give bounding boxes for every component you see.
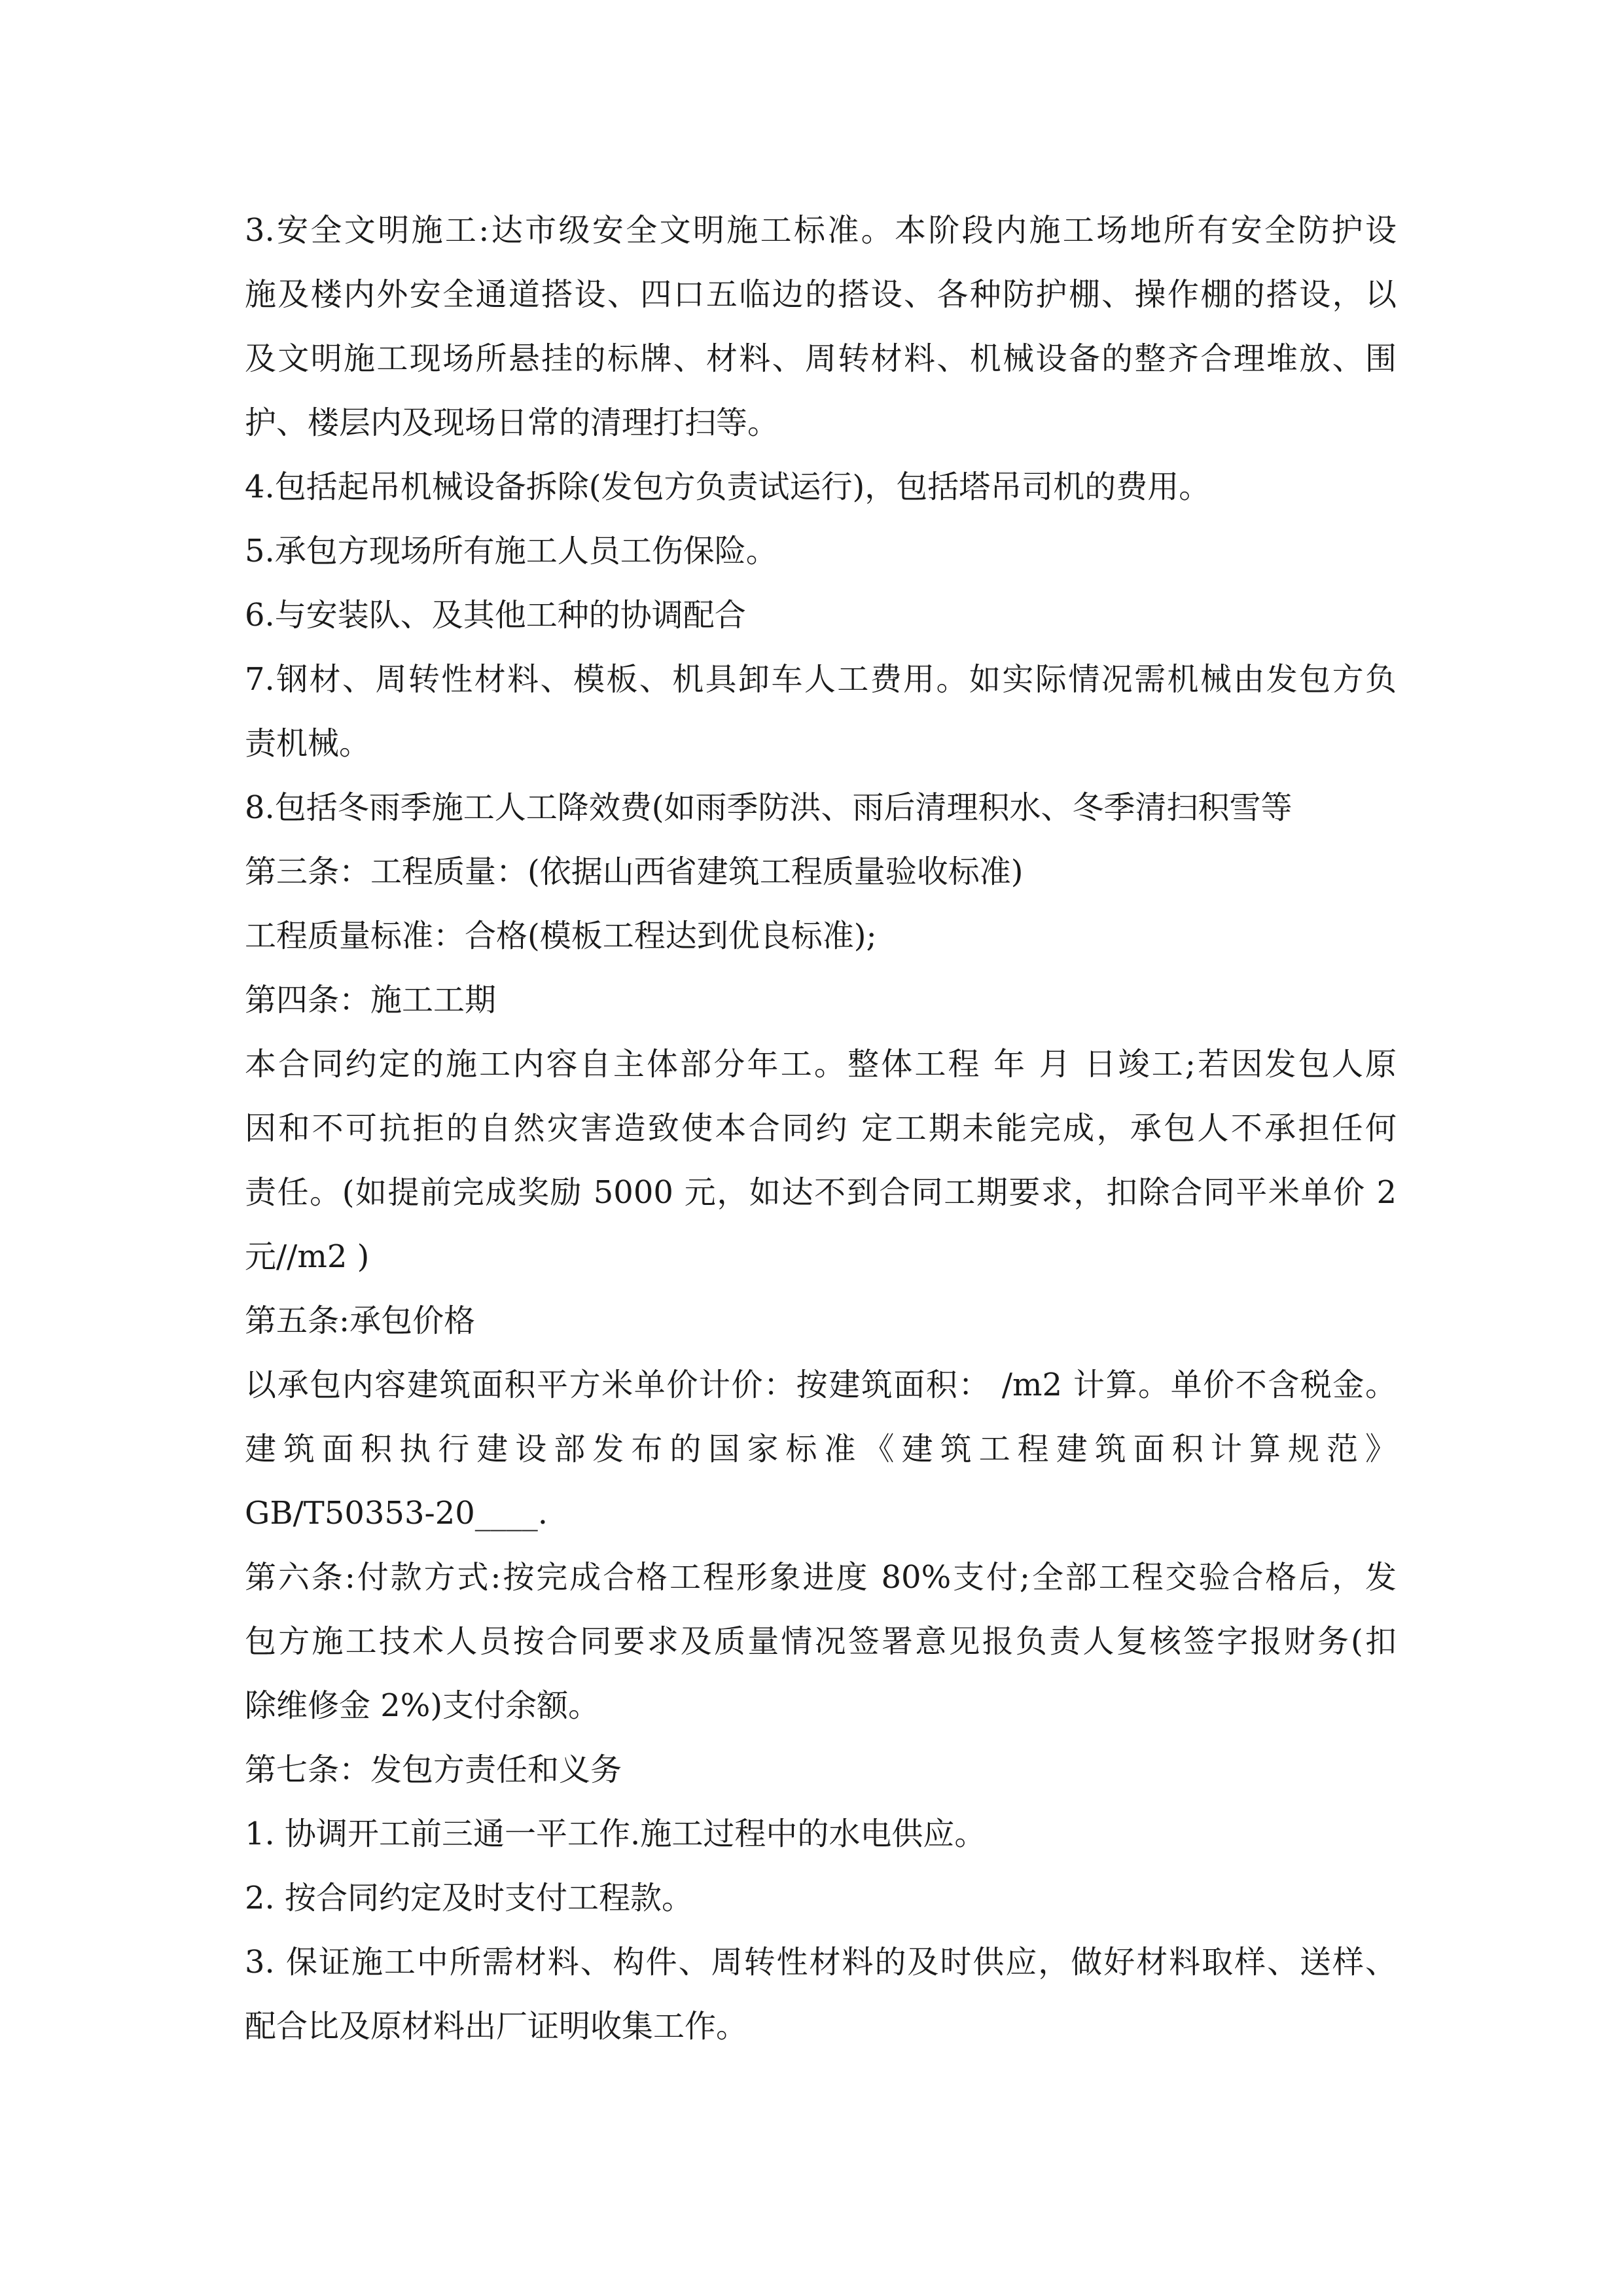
text-line-23: 包方施工技术人员按合同要求及质量情况签署意见报负责人复核签字报财务(扣 xyxy=(245,1623,1397,1660)
text-line-12: 工程质量标准：合格(模板工程达到优良标准); xyxy=(245,918,877,954)
text-line-24: 除维修金 2%)支付余额。 xyxy=(245,1687,600,1724)
text-line-09: 责机械。 xyxy=(245,725,371,762)
document-body xyxy=(245,198,1397,2058)
text-line-27: 2. 按合同约定及时支付工程款。 xyxy=(245,1880,694,1916)
text-line-13: 第四条：施工工期 xyxy=(245,982,497,1018)
text-line-11: 第三条：工程质量：(依据山西省建筑工程质量验收标准) xyxy=(245,853,1024,890)
text-line-25: 第七条：发包方责任和义务 xyxy=(245,1751,622,1788)
text-line-14: 本合同约定的施工内容自主体部分年工。整体工程 年 月 日竣工;若因发包人原 xyxy=(245,1046,1397,1083)
text-line-26: 1. 协调开工前三通一平工作.施工过程中的水电供应。 xyxy=(245,1816,986,1852)
text-line-17: 元//m2 ) xyxy=(245,1238,370,1275)
text-line-06: 5.承包方现场所有施工人员工伤保险。 xyxy=(245,533,777,569)
text-line-15: 因和不可抗拒的自然灾害造致使本合同约 定工期未能完成，承包人不承担任何 xyxy=(245,1110,1397,1147)
text-line-29: 配合比及原材料出厂证明收集工作。 xyxy=(245,2008,748,2045)
text-line-03: 及文明施工现场所悬挂的标牌、材料、周转材料、机械设备的整齐合理堆放、围 xyxy=(245,340,1397,377)
text-line-22: 第六条:付款方式:按完成合格工程形象进度 80%支付;全部工程交验合格后，发 xyxy=(245,1559,1397,1596)
text-line-28: 3. 保证施工中所需材料、构件、周转性材料的及时供应，做好材料取样、送样、 xyxy=(245,1944,1397,1981)
text-line-07: 6.与安装队、及其他工种的协调配合 xyxy=(245,597,746,634)
text-line-18: 第五条:承包价格 xyxy=(245,1302,476,1339)
text-line-20: 建筑面积执行建设部发布的国家标准《建筑工程建筑面积计算规范》 xyxy=(245,1431,1397,1467)
text-line-21: GB/T50353-20____. xyxy=(245,1495,548,1532)
text-line-08: 7.钢材、周转性材料、模板、机具卸车人工费用。如实际情况需机械由发包方负 xyxy=(245,661,1397,698)
text-line-10: 8.包括冬雨季施工人工降效费(如雨季防洪、雨后清理积水、冬季清扫积雪等 xyxy=(245,789,1293,826)
text-line-01: 3.安全文明施工:达市级安全文明施工标准。本阶段内施工场地所有安全防护设 xyxy=(245,212,1397,249)
text-line-04: 护、楼层内及现场日常的清理打扫等。 xyxy=(245,404,779,441)
text-line-05: 4.包括起吊机械设备拆除(发包方负责试运行)，包括塔吊司机的费用。 xyxy=(245,469,1211,505)
text-line-16: 责任。(如提前完成奖励 5000 元，如达不到合同工期要求，扣除合同平米单价 2 xyxy=(245,1174,1397,1211)
text-line-02: 施及楼内外安全通道搭设、四口五临边的搭设、各种防护棚、操作棚的搭设，以 xyxy=(245,276,1397,313)
text-line-19: 以承包内容建筑面积平方米单价计价：按建筑面积： /m2 计算。单价不含税金。 xyxy=(245,1367,1397,1403)
